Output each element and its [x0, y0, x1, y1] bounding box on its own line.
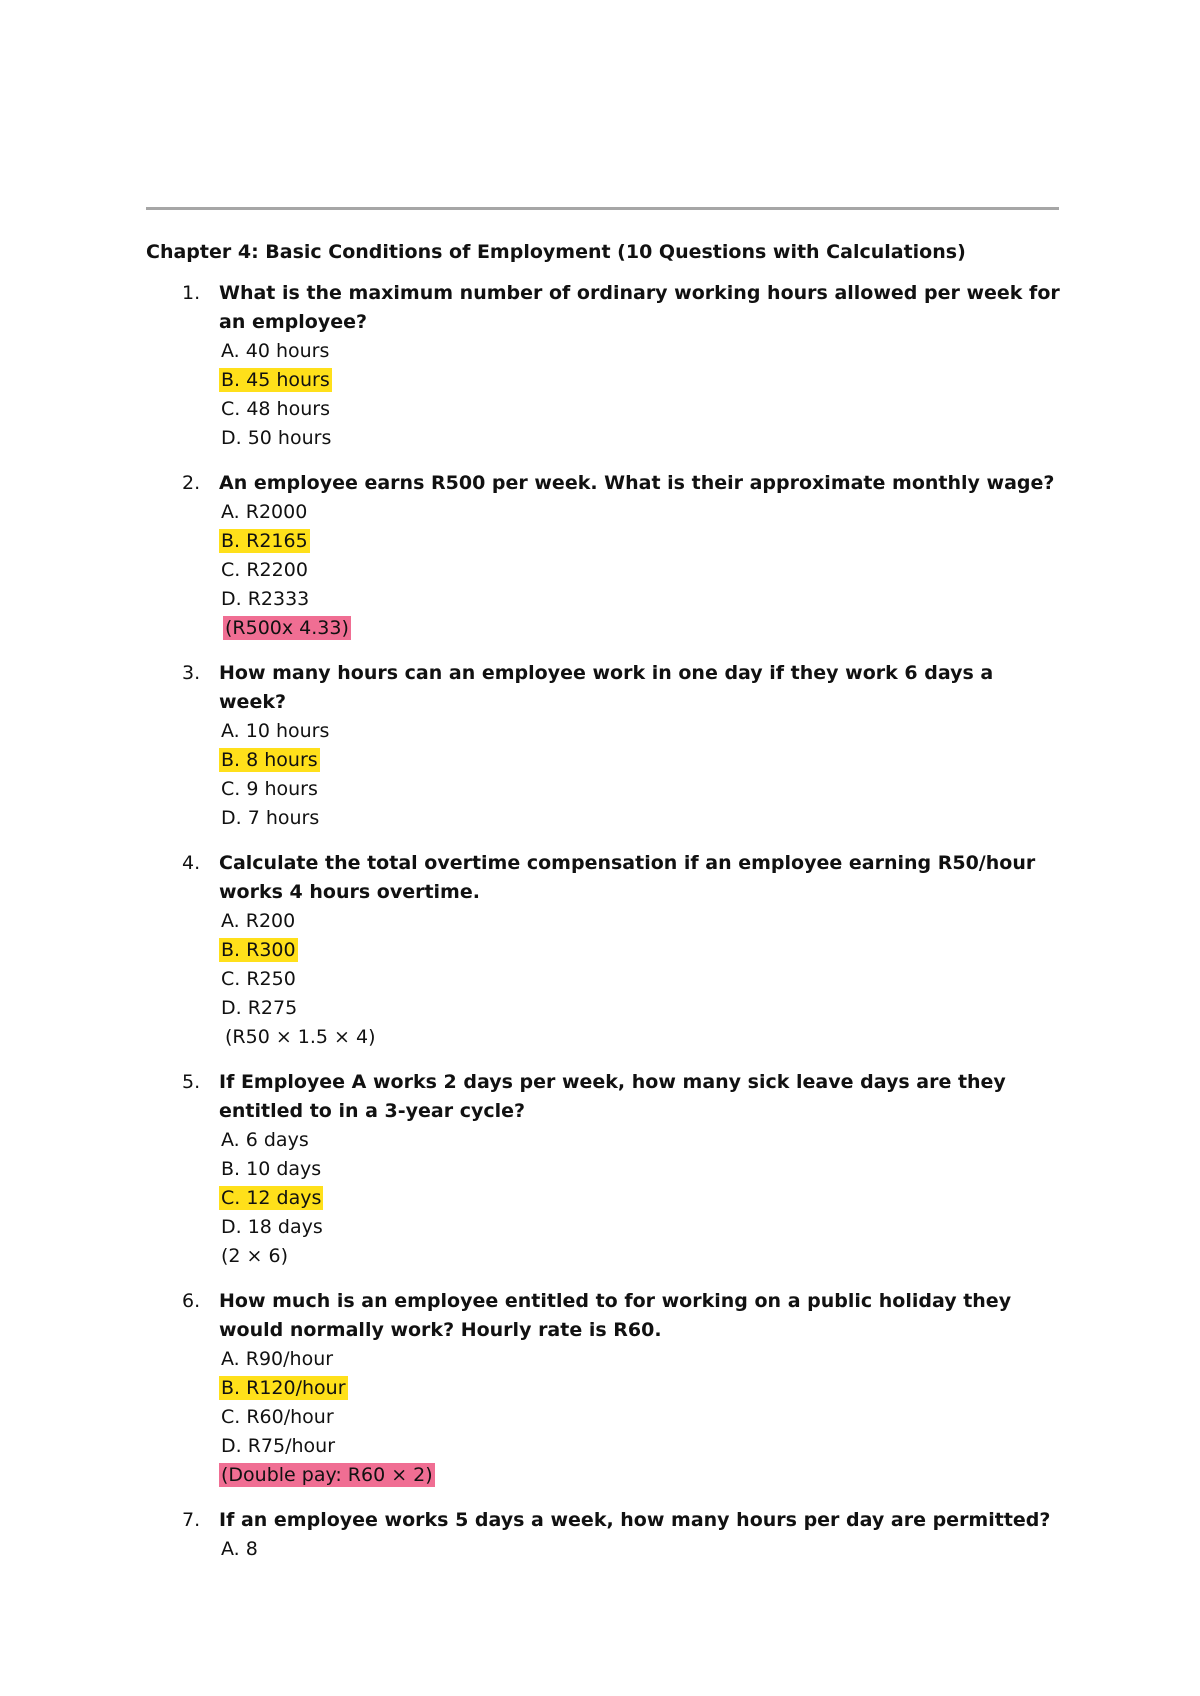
option-b-answer: B. 45 hours [221, 369, 330, 391]
option-b: B. 10 days [221, 1158, 322, 1180]
option-a: A. 8 [221, 1538, 258, 1560]
option-b-answer: B. R2165 [221, 530, 308, 552]
question-3 [146, 659, 1066, 833]
calculation-note: (2 × 6) [221, 1245, 289, 1267]
calculation-note: (R50 × 1.5 × 4) [225, 1026, 376, 1048]
question-text: If an employee works 5 days a week, how many hours per day are permitted? [219, 1509, 1051, 1531]
document-body [146, 238, 1066, 1580]
option-d: D. 7 hours [221, 807, 320, 829]
question-number: 1. [182, 282, 201, 304]
horizontal-rule [146, 207, 1059, 210]
question-1 [146, 279, 1066, 453]
question-text: An employee earns R500 per week. What is their approximate monthly wage? [219, 472, 1055, 494]
chapter-title: Chapter 4: Basic Conditions of Employment (10 Questions with Calculations) [146, 241, 966, 263]
calculation-note: (R500x 4.33) [225, 617, 349, 639]
question-7 [146, 1506, 1066, 1564]
option-c: C. R250 [221, 968, 296, 990]
question-number: 7. [182, 1509, 201, 1531]
question-text: How many hours can an employee work in one day if they work 6 days a week? [219, 662, 994, 713]
question-2 [146, 469, 1066, 643]
option-d: D. R2333 [221, 588, 310, 610]
question-5 [146, 1068, 1066, 1271]
option-a: A. R200 [221, 910, 296, 932]
option-c: C. 9 hours [221, 778, 318, 800]
option-d: D. 50 hours [221, 427, 332, 449]
question-text: Calculate the total overtime compensation if an employee earning R50/hour works 4 hours overtime. [219, 852, 1036, 903]
option-a: A. R2000 [221, 501, 308, 523]
question-4 [146, 849, 1066, 1052]
option-a: A. 40 hours [221, 340, 330, 362]
option-c: C. 48 hours [221, 398, 330, 420]
question-number: 6. [182, 1290, 201, 1312]
option-c: C. R60/hour [221, 1406, 334, 1428]
option-d: D. R275 [221, 997, 298, 1019]
option-b-answer: B. 8 hours [221, 749, 318, 771]
option-a: A. R90/hour [221, 1348, 334, 1370]
option-a: A. 6 days [221, 1129, 309, 1151]
option-c: C. R2200 [221, 559, 308, 581]
option-b-answer: B. R120/hour [221, 1377, 346, 1399]
option-a: A. 10 hours [221, 720, 330, 742]
question-text: If Employee A works 2 days per week, how many sick leave days are they entitled to in a 3-year cycle? [219, 1071, 1006, 1122]
calculation-note: (Double pay: R60 × 2) [221, 1464, 433, 1486]
question-text: How much is an employee entitled to for working on a public holiday they would normally work? Hourly rate is R60. [219, 1290, 1012, 1341]
question-text: What is the maximum number of ordinary working hours allowed per week for an employee? [219, 282, 1060, 333]
option-d: D. R75/hour [221, 1435, 336, 1457]
question-number: 5. [182, 1071, 201, 1093]
option-d: D. 18 days [221, 1216, 323, 1238]
question-number: 4. [182, 852, 201, 874]
question-number: 3. [182, 662, 201, 684]
question-6 [146, 1287, 1066, 1490]
option-b-answer: B. R300 [221, 939, 296, 961]
question-number: 2. [182, 472, 201, 494]
option-c-answer: C. 12 days [221, 1187, 322, 1209]
